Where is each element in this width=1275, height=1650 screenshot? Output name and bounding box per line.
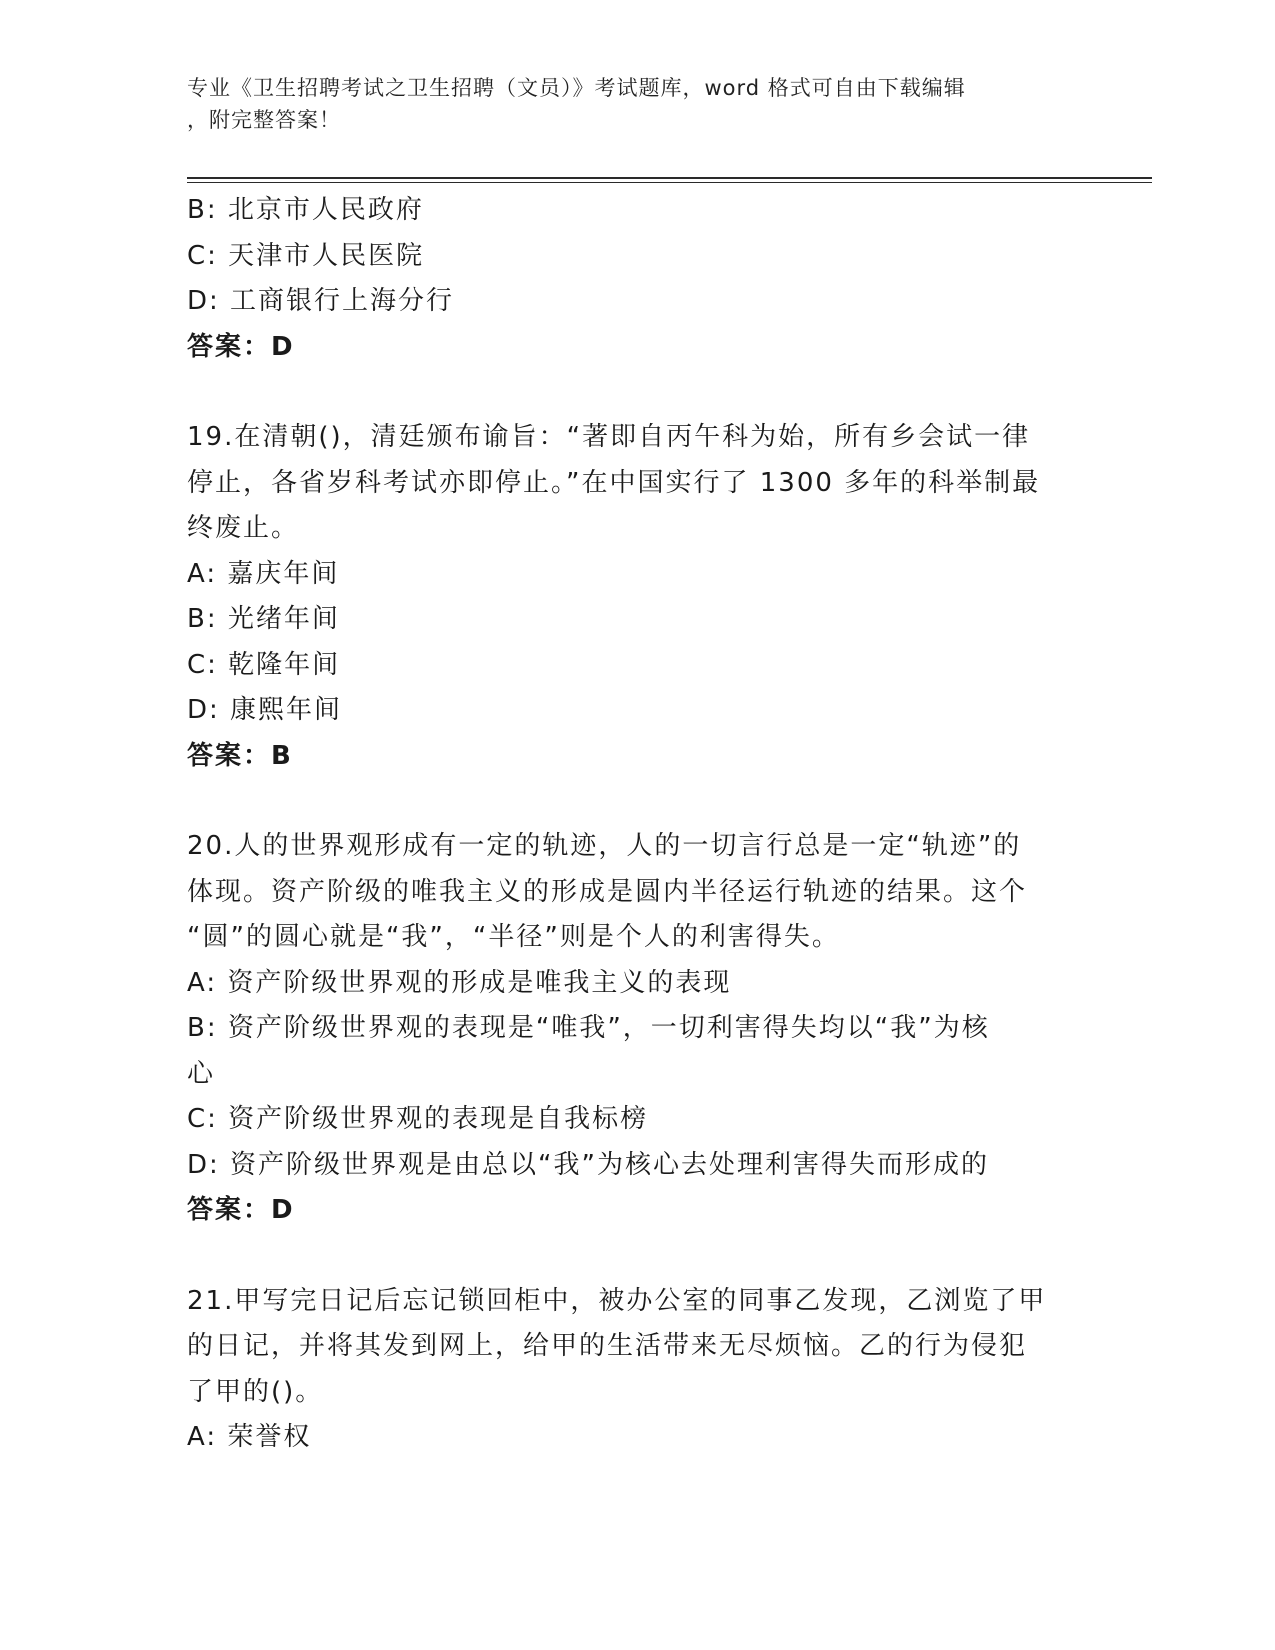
option-b: B: 资产阶级世界观的表现是“唯我”，一切利害得失均以“我”为核 — [187, 1013, 990, 1043]
question-stem-line: 了甲的()。 — [187, 1376, 324, 1407]
option-c: C: 天津市人民医院 — [187, 240, 425, 271]
answer-label: 答案：D — [187, 1195, 295, 1225]
header-line-2: ，附完整答案！ — [187, 108, 341, 132]
question-stem-line: 19.在清朝()，清廷颁布谕旨：“著即自丙午科为始，所有乡会试一律 — [187, 422, 1031, 452]
option-a: A: 嘉庆年间 — [187, 558, 340, 589]
header-divider-thick — [187, 177, 1152, 179]
option-c: C: 乾隆年间 — [187, 649, 341, 680]
header-line-1: 专业《卫生招聘考试之卫生招聘（文员）》考试题库，word 格式可自由下载编辑 — [187, 76, 966, 100]
question-19 — [187, 415, 1087, 779]
option-b: B: 光绪年间 — [187, 604, 340, 634]
question-stem-line: 的日记，并将其发到网上，给甲的生活带来无尽烦恼。乙的行为侵犯 — [187, 1331, 1028, 1361]
option-b: B: 北京市人民政府 — [187, 195, 424, 225]
option-d: D: 工商银行上海分行 — [187, 286, 455, 316]
option-d: D: 康熙年间 — [187, 695, 343, 725]
answer-label: 答案：B — [187, 740, 293, 771]
question-list — [187, 188, 1087, 1461]
option-b-continued: 心 — [187, 1058, 216, 1089]
option-a: A: 资产阶级世界观的形成是唯我主义的表现 — [187, 967, 732, 998]
question-stem-line: “圆”的圆心就是“我”，“半径”则是个人的利害得失。 — [187, 922, 840, 952]
option-d: D: 资产阶级世界观是由总以“我”为核心去处理利害得失而形成的 — [187, 1149, 989, 1180]
question-18 — [187, 188, 1087, 370]
question-stem-line: 终废止。 — [187, 513, 300, 543]
question-stem-line: 20.人的世界观形成有一定的轨迹，人的一切言行总是一定“轨迹”的 — [187, 831, 1022, 861]
answer-label: 答案：D — [187, 331, 295, 362]
document-header — [187, 72, 1087, 136]
question-stem-line: 21.甲写完日记后忘记锁回柜中，被办公室的同事乙发现，乙浏览了甲 — [187, 1285, 1047, 1316]
option-a: A: 荣誉权 — [187, 1422, 312, 1452]
question-stem-line: 停止，各省岁科考试亦即停止。”在中国实行了 1300 多年的科举制最 — [187, 467, 1041, 498]
question-21 — [187, 1279, 1087, 1461]
option-c: C: 资产阶级世界观的表现是自我标榜 — [187, 1104, 649, 1134]
question-stem-line: 体现。资产阶级的唯我主义的形成是圆内半径运行轨迹的结果。这个 — [187, 876, 1028, 907]
header-divider-thin — [187, 182, 1152, 183]
question-20 — [187, 824, 1087, 1234]
